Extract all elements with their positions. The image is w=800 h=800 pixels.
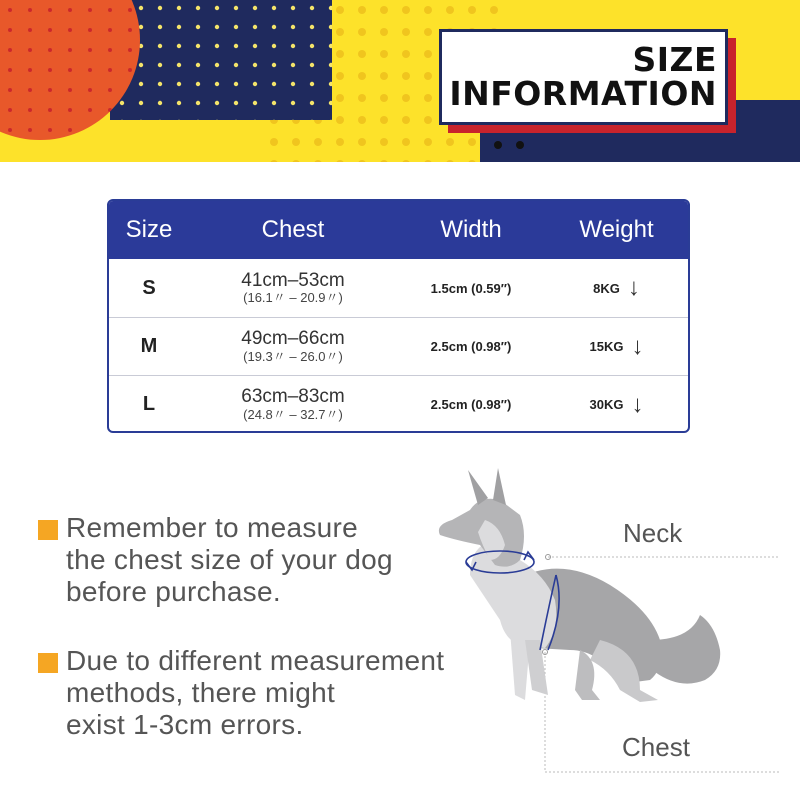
chest-label: Chest bbox=[622, 732, 690, 762]
note-measure bbox=[38, 512, 478, 608]
size-cell: M bbox=[140, 335, 158, 357]
header-chest: Chest bbox=[261, 216, 325, 243]
note-line: the chest size of your dog bbox=[66, 544, 393, 575]
note-line: exist 1-3cm errors. bbox=[66, 709, 304, 740]
size-cell: S bbox=[142, 276, 156, 299]
size-cell: L bbox=[142, 393, 156, 415]
chest-inches: (16.1〃 – 20.9〃) bbox=[243, 290, 343, 306]
weight-value: 8KG bbox=[593, 280, 620, 296]
header-weight: Weight bbox=[579, 216, 654, 243]
header-width: Width bbox=[440, 216, 502, 243]
weight-cell bbox=[545, 390, 688, 418]
note-line: Due to different measurement bbox=[66, 645, 445, 676]
note-text bbox=[66, 645, 478, 741]
table-row bbox=[109, 375, 688, 433]
chest-cm: 49cm–66cm bbox=[241, 328, 345, 350]
chest-inches: (24.8〃 – 32.7〃) bbox=[243, 406, 343, 422]
table-row bbox=[109, 259, 688, 317]
down-arrow-icon: ↓ bbox=[627, 274, 640, 301]
note-line: Remember to measure bbox=[66, 512, 359, 543]
chest-cell bbox=[189, 270, 397, 307]
title-line-1: SIZE bbox=[632, 40, 717, 79]
weight-cell bbox=[545, 332, 688, 360]
note-line: methods, there might bbox=[66, 677, 336, 708]
header-banner bbox=[0, 0, 800, 162]
weight-cell bbox=[545, 276, 688, 300]
chest-cm: 63cm–83cm bbox=[241, 386, 345, 408]
title-box bbox=[439, 29, 728, 125]
table-row bbox=[109, 317, 688, 375]
weight-value: 30KG bbox=[589, 397, 624, 412]
header-size: Size bbox=[125, 216, 173, 243]
neck-label: Neck bbox=[623, 518, 683, 548]
width-cell: 1.5cm (0.59″) bbox=[430, 280, 512, 296]
dog-diagram bbox=[420, 460, 800, 800]
weight-value: 15KG bbox=[589, 339, 624, 354]
square-bullet-icon bbox=[38, 520, 58, 540]
square-bullet-icon bbox=[38, 653, 58, 673]
table-header bbox=[109, 201, 688, 259]
down-arrow-icon: ↓ bbox=[631, 332, 644, 360]
chest-cell bbox=[189, 328, 397, 365]
chest-cell bbox=[189, 386, 397, 423]
chest-inches: (19.3〃 – 26.0〃) bbox=[243, 348, 343, 364]
size-table bbox=[107, 199, 690, 433]
title-line-2: INFORMATION bbox=[449, 74, 717, 113]
width-cell: 2.5cm (0.98″) bbox=[430, 397, 512, 412]
down-arrow-icon: ↓ bbox=[631, 390, 644, 418]
note-line: before purchase. bbox=[66, 576, 281, 607]
chest-cm: 41cm–53cm bbox=[241, 269, 345, 291]
note-text bbox=[66, 512, 478, 608]
width-cell: 2.5cm (0.98″) bbox=[430, 339, 512, 354]
dog-silhouette bbox=[439, 468, 720, 702]
note-errors bbox=[38, 645, 478, 741]
